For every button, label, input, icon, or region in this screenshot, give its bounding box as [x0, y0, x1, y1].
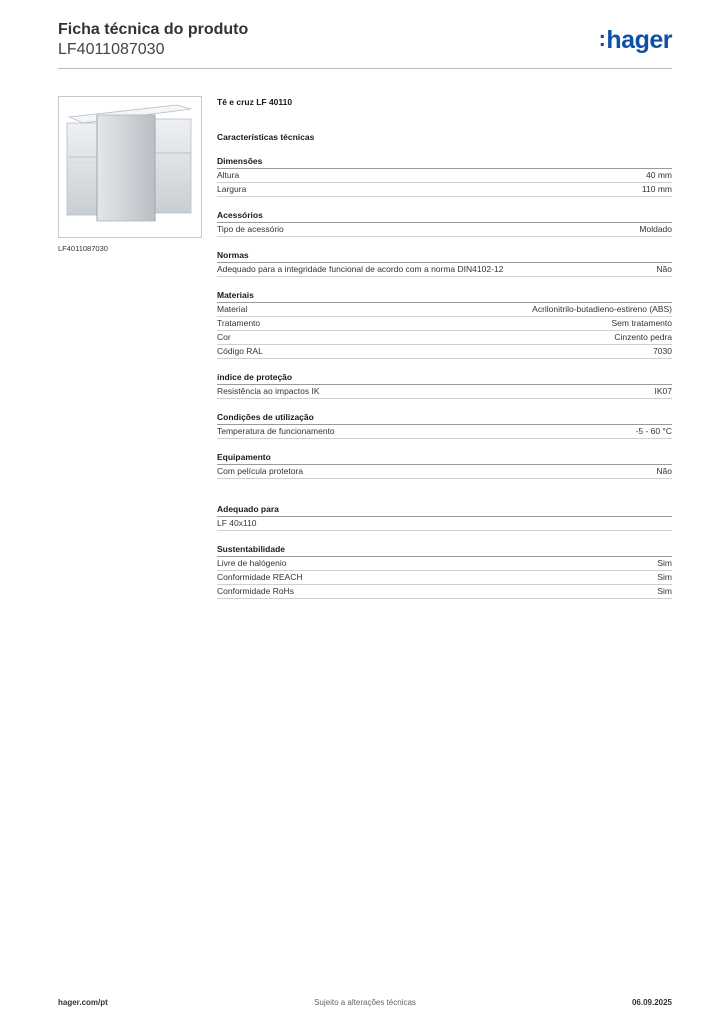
- spec-value: Não: [656, 264, 672, 274]
- spec-label: Adequado para a integridade funcional de acordo com a norma DIN4102-12: [217, 264, 504, 274]
- spec-row: [217, 223, 672, 237]
- section-acessorios: [217, 209, 672, 237]
- section-title: Acessórios: [217, 209, 672, 223]
- spec-value: Acrilonitrilo-butadieno-estireno (ABS): [532, 304, 672, 314]
- spec-label: Conformidade REACH: [217, 572, 303, 582]
- spec-label: Largura: [217, 184, 247, 194]
- spec-row: [217, 571, 672, 585]
- spec-label: Tratamento: [217, 318, 261, 328]
- spec-value: 40 mm: [646, 170, 672, 180]
- spec-row: [217, 303, 672, 317]
- spec-label: Altura: [217, 170, 240, 180]
- spec-value: Sim: [657, 572, 672, 582]
- spec-row: [217, 263, 672, 277]
- section-normas: [217, 249, 672, 277]
- spec-label: Cor: [217, 332, 231, 342]
- spec-row: [217, 385, 672, 399]
- section-dimensoes: [217, 155, 672, 197]
- section-title: Adequado para: [217, 503, 672, 517]
- spec-row: [217, 465, 672, 479]
- spec-label: Temperatura de funcionamento: [217, 426, 335, 436]
- spec-label: Conformidade RoHs: [217, 586, 295, 596]
- section-equipamento: [217, 451, 672, 479]
- spec-row: [217, 169, 672, 183]
- spec-value: 110 mm: [641, 184, 672, 194]
- spec-row: [217, 425, 672, 439]
- spec-row: [217, 317, 672, 331]
- image-caption: LF4011087030: [58, 244, 108, 253]
- section-title: Dimensões: [217, 155, 672, 169]
- section-condicoes: [217, 411, 672, 439]
- section-title: Normas: [217, 249, 672, 263]
- spec-row: [217, 585, 672, 599]
- spec-row: [217, 517, 672, 531]
- footer-date: 06.09.2025: [631, 998, 672, 1007]
- section-materiais: [217, 289, 672, 359]
- spec-label: Tipo de acessório: [217, 224, 284, 234]
- header-divider: [58, 68, 672, 69]
- spec-row: [217, 345, 672, 359]
- section-title: Sustentabilidade: [217, 543, 672, 557]
- spec-row: [217, 183, 672, 197]
- section-title: Equipamento: [217, 451, 672, 465]
- logo-text: hager: [606, 26, 672, 54]
- spec-row: [217, 331, 672, 345]
- spec-value: 7030: [653, 346, 672, 356]
- spec-value: Moldado: [639, 224, 672, 234]
- product-image: [58, 96, 202, 238]
- spec-label: Resistência ao impactos IK: [217, 386, 320, 396]
- section-protecao: [217, 371, 672, 399]
- spec-row: [217, 557, 672, 571]
- spec-value: Sim: [657, 558, 672, 568]
- spec-value: Sem tratamento: [611, 318, 672, 328]
- section-adequado: [217, 503, 672, 531]
- spec-label: Livre de halógenio: [217, 558, 287, 568]
- spec-value: -5 - 60 °C: [635, 426, 672, 436]
- section-title: índice de proteção: [217, 371, 672, 385]
- spec-content: [217, 96, 672, 611]
- spec-value: IK07: [654, 386, 672, 396]
- spec-label: Com película protetora: [217, 466, 303, 476]
- footer-website-link[interactable]: hager.com/pt: [58, 998, 108, 1007]
- spec-label: Código RAL: [217, 346, 263, 356]
- page-header: [58, 20, 672, 60]
- section-title: Materiais: [217, 289, 672, 303]
- tee-cross-fitting-icon: [59, 97, 201, 237]
- spec-label: Material: [217, 304, 248, 314]
- section-title: Condições de utilização: [217, 411, 672, 425]
- spec-value: Não: [656, 466, 672, 476]
- logo-colon-icon: :: [598, 26, 606, 51]
- page-title: Ficha técnica do produto: [58, 21, 249, 38]
- hager-logo: [599, 26, 672, 55]
- footer-note: Sujeito a alterações técnicas: [314, 998, 416, 1007]
- spec-value: Sim: [657, 586, 672, 596]
- section-sustentabilidade: [217, 543, 672, 599]
- product-name: Tê e cruz LF 40110: [217, 97, 293, 107]
- spec-label: LF 40x110: [217, 518, 257, 528]
- tech-specs-heading: Características técnicas: [217, 132, 315, 142]
- product-reference: LF4011087030: [58, 41, 165, 58]
- spec-value: Cinzento pedra: [614, 332, 672, 342]
